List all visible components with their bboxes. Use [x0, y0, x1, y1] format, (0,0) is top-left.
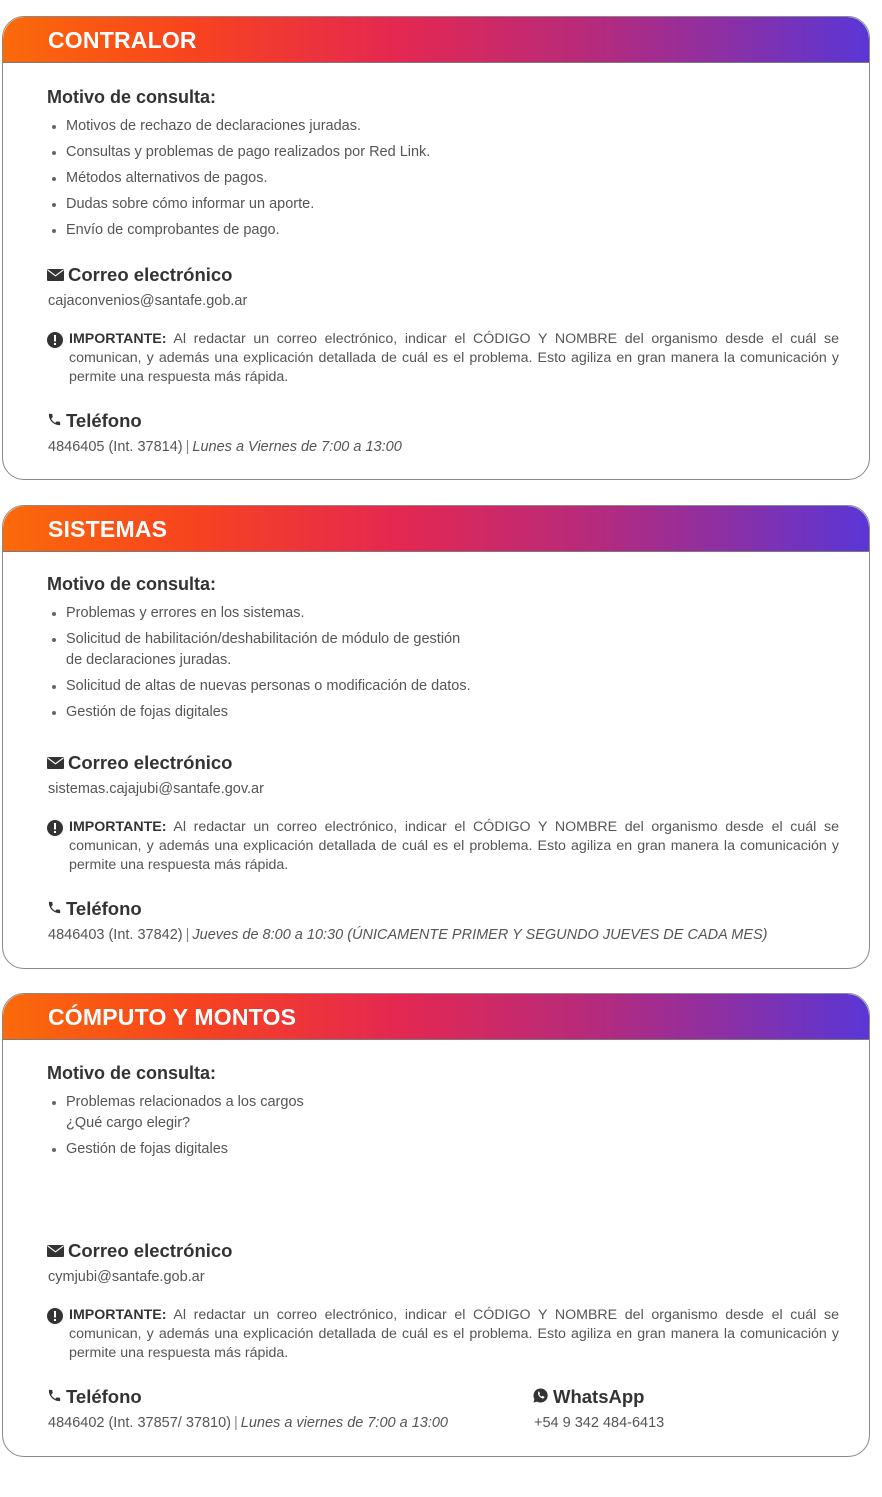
motivo-heading: Motivo de consulta: — [47, 87, 217, 107]
list-item: Problemas relacionados a los cargos — [48, 1092, 304, 1113]
reasons-list — [48, 603, 471, 728]
list-item: Gestión de fojas digitales — [48, 1139, 304, 1160]
envelope-icon — [47, 264, 64, 286]
email-address[interactable]: cajaconvenios@santafe.gob.ar — [48, 293, 248, 309]
email-address[interactable]: cymjubi@santafe.gob.ar — [48, 1269, 205, 1285]
list-item: Consultas y problemas de pago realizados por Red Link. — [48, 142, 430, 163]
card-contralor — [2, 16, 870, 480]
card-title: SISTEMAS — [48, 516, 168, 542]
separator: | — [185, 439, 190, 455]
phone-icon — [47, 898, 62, 920]
whatsapp-heading — [533, 1386, 644, 1408]
envelope-icon — [47, 752, 64, 774]
list-item-continuation: ¿Qué cargo elegir? — [66, 1115, 191, 1131]
email-heading-label: Correo electrónico — [68, 752, 233, 773]
phone-heading-label: Teléfono — [66, 1386, 142, 1407]
email-heading — [47, 1240, 233, 1262]
important-label: IMPORTANTE: — [69, 1307, 167, 1323]
email-heading-label: Correo electrónico — [68, 264, 233, 285]
important-text: Al redactar un correo electrónico, indicar el CÓDIGO Y NOMBRE del organismo desde el cuál se comunican, y además una explicación detallada de cuál es el problema. Esto agiliza en gran manera la comunicación y permite una respuesta más rápida. — [69, 819, 839, 873]
phone-icon — [47, 1386, 62, 1408]
phone-info — [48, 439, 402, 455]
phone-heading — [47, 410, 142, 432]
card-header — [3, 994, 869, 1040]
phone-heading-label: Teléfono — [66, 410, 142, 431]
phone-icon — [47, 410, 62, 432]
list-item: Motivos de rechazo de declaraciones juradas. — [48, 116, 430, 137]
card-title: CONTRALOR — [48, 27, 197, 53]
separator: | — [185, 927, 190, 943]
important-note — [47, 330, 839, 387]
phone-heading — [47, 898, 142, 920]
important-label: IMPORTANTE: — [69, 331, 167, 347]
whatsapp-number[interactable]: +54 9 342 484-6413 — [534, 1415, 665, 1431]
list-item: Envío de comprobantes de pago. — [48, 220, 430, 241]
card-header — [3, 506, 869, 552]
phone-number[interactable]: 4846405 (Int. 37814) — [48, 439, 183, 455]
phone-info — [48, 1415, 448, 1431]
list-item: Dudas sobre cómo informar un aporte. — [48, 194, 430, 215]
important-text: Al redactar un correo electrónico, indicar el CÓDIGO Y NOMBRE del organismo desde el cuál se comunican, y además una explicación detallada de cuál es el problema. Esto agiliza en gran manera la comunicación y permite una respuesta más rápida. — [69, 1307, 839, 1361]
card-sistemas — [2, 505, 870, 969]
list-item: Métodos alternativos de pagos. — [48, 168, 430, 189]
card-computo-montos — [2, 993, 870, 1457]
important-text: Al redactar un correo electrónico, indicar el CÓDIGO Y NOMBRE del organismo desde el cuál se comunican, y además una explicación detallada de cuál es el problema. Esto agiliza en gran manera la comunicación y permite una respuesta más rápida. — [69, 331, 839, 385]
phone-hours: Lunes a viernes de 7:00 a 13:00 — [240, 1415, 448, 1431]
phone-hours: Lunes a Viernes de 7:00 a 13:00 — [192, 439, 402, 455]
phone-number[interactable]: 4846402 (Int. 37857/ 37810) — [48, 1415, 232, 1431]
phone-heading — [47, 1386, 142, 1408]
reasons-list — [48, 116, 430, 246]
important-note — [47, 818, 839, 875]
phone-number[interactable]: 4846403 (Int. 37842) — [48, 927, 183, 943]
alert-icon — [47, 820, 63, 842]
phone-heading-label: Teléfono — [66, 898, 142, 919]
email-heading — [47, 752, 233, 774]
reasons-list — [48, 1092, 304, 1165]
separator: | — [234, 1415, 238, 1431]
alert-icon — [47, 1308, 63, 1330]
list-item-continuation: de declaraciones juradas. — [66, 652, 232, 668]
list-item: Problemas y errores en los sistemas. — [48, 603, 471, 624]
whatsapp-heading-label: WhatsApp — [553, 1386, 645, 1407]
email-heading — [47, 264, 233, 286]
envelope-icon — [47, 1240, 64, 1262]
whatsapp-icon — [533, 1386, 548, 1408]
alert-icon — [47, 332, 63, 354]
phone-info — [48, 927, 768, 943]
list-item: Gestión de fojas digitales — [48, 702, 471, 723]
motivo-heading: Motivo de consulta: — [47, 1063, 217, 1083]
important-label: IMPORTANTE: — [69, 819, 167, 835]
card-title: CÓMPUTO Y MONTOS — [48, 1004, 297, 1030]
card-header — [3, 17, 869, 63]
important-note — [47, 1306, 839, 1363]
motivo-heading: Motivo de consulta: — [47, 574, 217, 594]
email-address[interactable]: sistemas.cajajubi@santafe.gov.ar — [48, 781, 264, 797]
list-item: Solicitud de habilitación/deshabilitación de módulo de gestión — [48, 629, 471, 650]
email-heading-label: Correo electrónico — [68, 1240, 233, 1261]
phone-hours: Jueves de 8:00 a 10:30 (ÚNICAMENTE PRIMER Y SEGUNDO JUEVES DE CADA MES) — [192, 927, 768, 943]
list-item: Solicitud de altas de nuevas personas o modificación de datos. — [48, 676, 471, 697]
